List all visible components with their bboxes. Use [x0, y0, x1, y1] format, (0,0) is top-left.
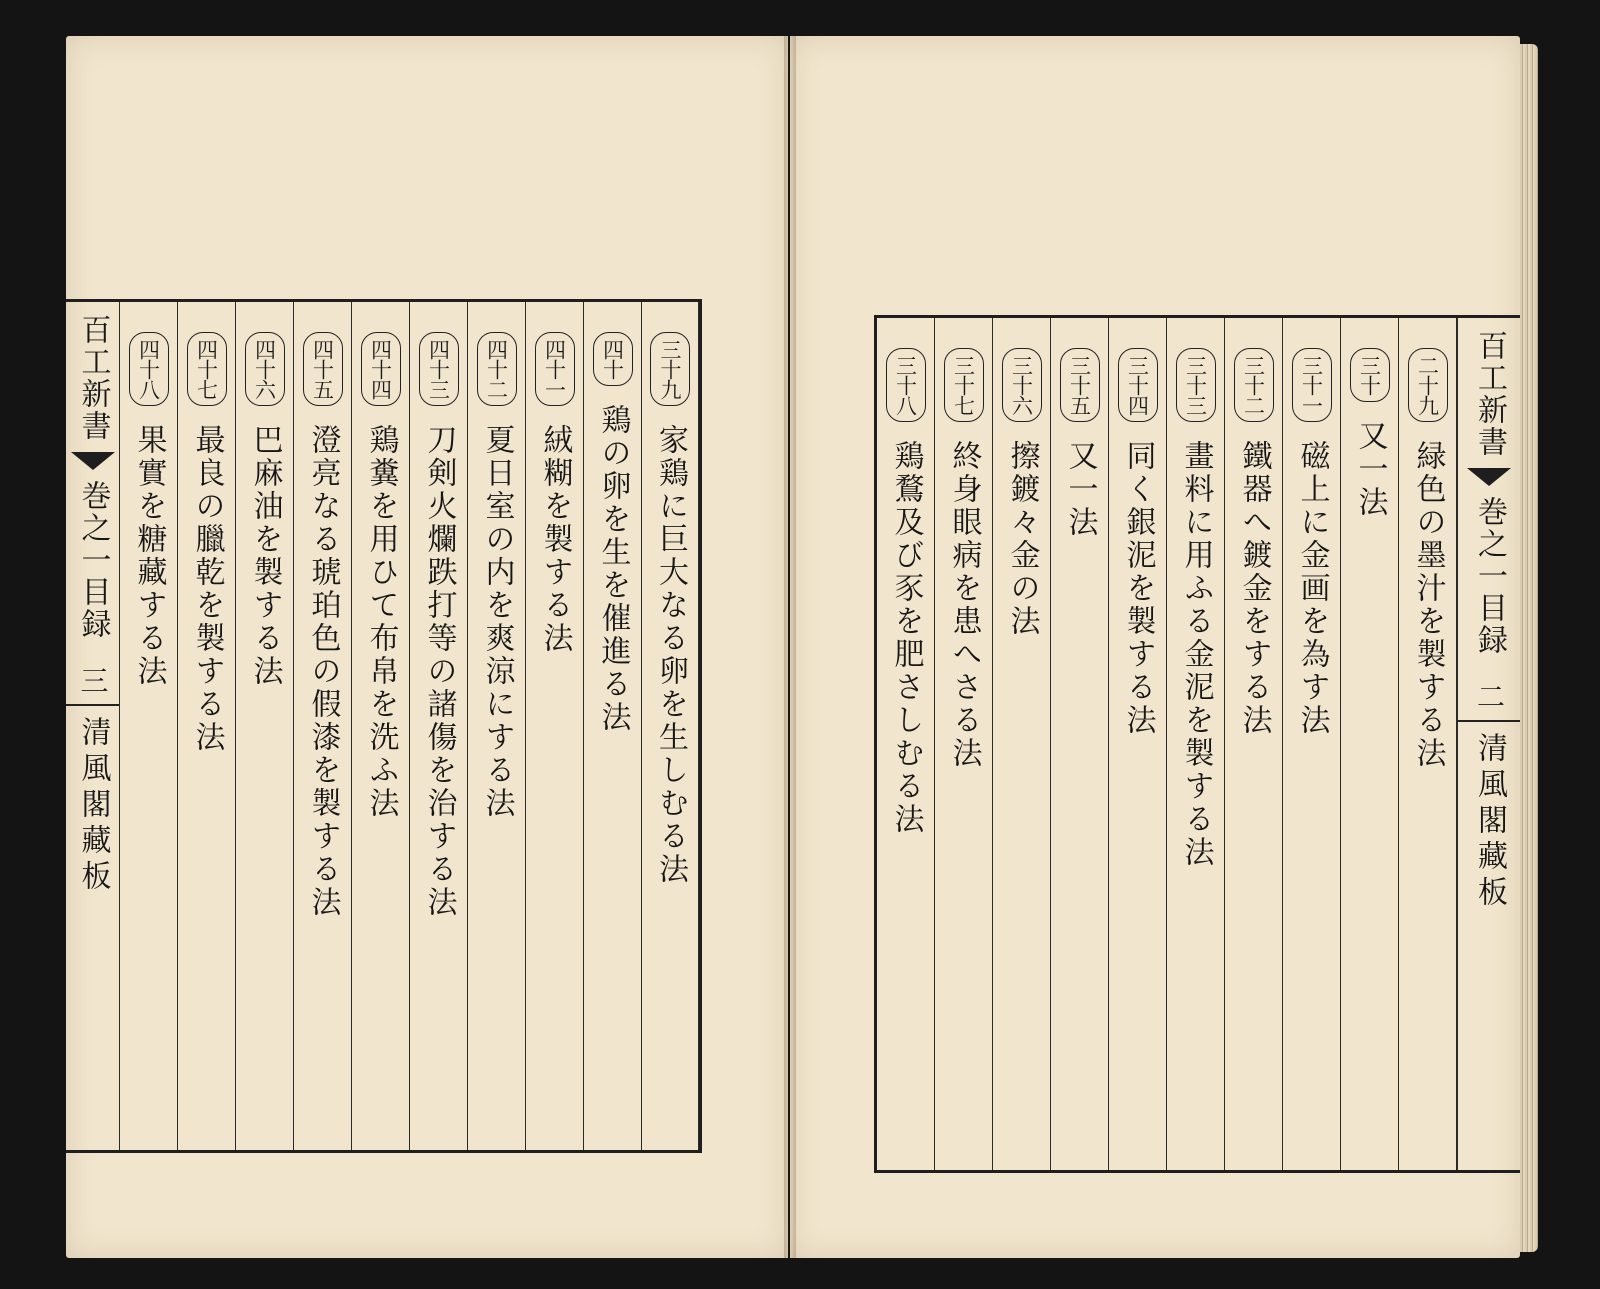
- margin-rule: [66, 704, 119, 706]
- entry-number: 四十三: [419, 332, 459, 406]
- toc-entry: [120, 302, 178, 1150]
- right-table-of-contents: [874, 315, 1520, 1173]
- entry-number: 三十九: [650, 332, 690, 406]
- page-edges: [1520, 44, 1538, 1252]
- entry-title: 家鶏に巨大なる卵を生しむる法: [653, 424, 688, 886]
- publisher-imprint: 清風閣藏板: [75, 716, 111, 896]
- entry-number: 四十八: [129, 332, 169, 406]
- entry-number: 四十二: [477, 332, 517, 406]
- entry-title: 澄亮なる琥珀色の假漆を製する法: [305, 424, 341, 919]
- volume-label: 巻之一目録: [75, 480, 111, 640]
- entry-title: 刀剣火爛跌打等の諸傷を治する法: [421, 424, 457, 919]
- fish-tail-mark: [71, 452, 115, 470]
- entry-number: 三十五: [1060, 348, 1100, 422]
- fish-tail-mark: [1467, 468, 1511, 486]
- toc-entry: [178, 302, 236, 1150]
- toc-entry: [1051, 318, 1109, 1170]
- entry-number: 四十七: [187, 332, 227, 406]
- right-margin-column: [1457, 318, 1520, 1170]
- entry-number: 三十八: [886, 348, 926, 422]
- entry-title: 磁上に金画を為す法: [1294, 440, 1330, 737]
- toc-entry: [352, 302, 410, 1150]
- entry-title: 果實を糖藏する法: [131, 424, 167, 688]
- entry-number: 二十九: [1408, 348, 1448, 422]
- toc-entry: [877, 318, 935, 1170]
- toc-entry: [526, 302, 584, 1150]
- entry-title: 巴麻油を製する法: [247, 424, 283, 688]
- toc-entry: [935, 318, 993, 1170]
- entry-title: 夏日室の内を爽涼にする法: [479, 424, 515, 820]
- entry-title: 鶏の卵を生を催進る法: [595, 404, 631, 734]
- book-title: 百工新書: [75, 314, 111, 442]
- entry-title: 鐵器へ鍍金をする法: [1236, 440, 1272, 737]
- toc-entry: [1283, 318, 1341, 1170]
- left-margin-column: [66, 302, 120, 1150]
- entry-title: 又一法: [1062, 440, 1098, 539]
- entry-title: 終身眼病を患へさる法: [946, 440, 982, 770]
- toc-entry: [993, 318, 1051, 1170]
- entry-number: 四十: [593, 332, 633, 386]
- entry-number: 三十六: [1002, 348, 1042, 422]
- entry-title: 同く銀泥を製する法: [1120, 440, 1156, 737]
- toc-entry: [1167, 318, 1225, 1170]
- entry-title: 鶏鶩及び豕を肥さしむる法: [888, 440, 924, 836]
- book-gutter: [784, 36, 796, 1258]
- margin-rule: [1458, 720, 1520, 722]
- entry-title: 擦鍍々金の法: [1004, 440, 1040, 638]
- entry-number: 三十三: [1176, 348, 1216, 422]
- toc-entry: [468, 302, 526, 1150]
- entry-title: 絨糊を製する法: [537, 424, 573, 655]
- toc-entry: [1109, 318, 1167, 1170]
- toc-entry: [1399, 318, 1457, 1170]
- book-title: 百工新書: [1472, 330, 1507, 458]
- entry-title: 最良の臘乾を製する法: [189, 424, 225, 754]
- publisher-imprint: 清風閣藏板: [1472, 732, 1507, 912]
- entry-number: 四十四: [361, 332, 401, 406]
- entry-number: 三十二: [1234, 348, 1274, 422]
- entry-number: 三十: [1350, 348, 1390, 402]
- entry-number: 三十七: [944, 348, 984, 422]
- folio-number: 三: [76, 666, 110, 694]
- entry-number: 三十一: [1292, 348, 1332, 422]
- toc-entry: [410, 302, 468, 1150]
- toc-entry: [236, 302, 294, 1150]
- entry-title: 緑色の墨汁を製する法: [1410, 440, 1446, 770]
- toc-entry: [1341, 318, 1399, 1170]
- toc-entry: [294, 302, 352, 1150]
- entry-number: 四十五: [303, 332, 343, 406]
- left-table-of-contents: [66, 299, 702, 1153]
- entry-title: 又一法: [1352, 420, 1388, 519]
- volume-label: 巻之一目録: [1472, 496, 1507, 656]
- entry-title: 畫料に用ふる金泥を製する法: [1178, 440, 1214, 869]
- toc-entry: [642, 302, 699, 1150]
- toc-entry: [584, 302, 642, 1150]
- entry-number: 四十六: [245, 332, 285, 406]
- folio-number: 二: [1473, 682, 1506, 710]
- entry-number: 四十一: [535, 332, 575, 406]
- entry-title: 鶏糞を用ひて布帛を洗ふ法: [363, 424, 399, 820]
- toc-entry: [1225, 318, 1283, 1170]
- entry-number: 三十四: [1118, 348, 1158, 422]
